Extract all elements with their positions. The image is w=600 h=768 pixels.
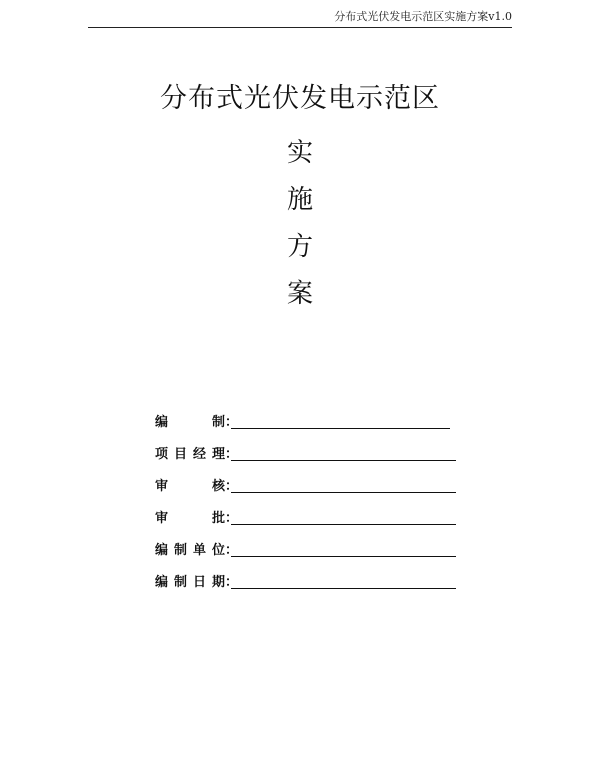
vertical-title-char: 方 [286,232,313,262]
vertical-title-char: 案 [286,279,313,309]
signoff-blank-line [231,588,456,589]
signoff-blank-line [231,556,456,557]
signoff-label: 编 制 [155,415,225,430]
signoff-label: 编制单位 [155,543,225,558]
signoff-colon: ： [225,543,239,558]
signoff-row-reviewer [155,464,465,496]
signoff-label: 编制日期 [155,575,225,590]
signoff-label: 审 批 [155,511,225,526]
signoff-colon: ： [225,575,239,590]
vertical-title [0,130,600,318]
signoff-label: 审 核 [155,479,225,494]
vertical-title-char: 实 [286,138,313,168]
signoff-blank-line [231,428,450,429]
header-rule [88,27,512,28]
signoff-colon: ： [225,415,239,430]
signoff-row-compiler [155,400,465,432]
signoff-colon: ： [225,447,239,462]
signoff-blank-line [231,524,456,525]
running-header: 分布式光伏发电示范区实施方案v1.0 [334,10,512,23]
signoff-blank-line [231,492,456,493]
signoff-row-project-manager [155,432,465,464]
signoff-blank-line [231,460,456,461]
vertical-title-char: 施 [286,185,313,215]
signoff-colon: ： [225,479,239,494]
document-title: 分布式光伏发电示范区 [160,83,440,114]
signoff-label: 项目经理 [155,447,225,462]
signoff-row-date [155,560,465,592]
signoff-row-organization [155,528,465,560]
signoff-row-approver [155,496,465,528]
signoff-block [155,400,465,592]
signoff-colon: ： [225,511,239,526]
